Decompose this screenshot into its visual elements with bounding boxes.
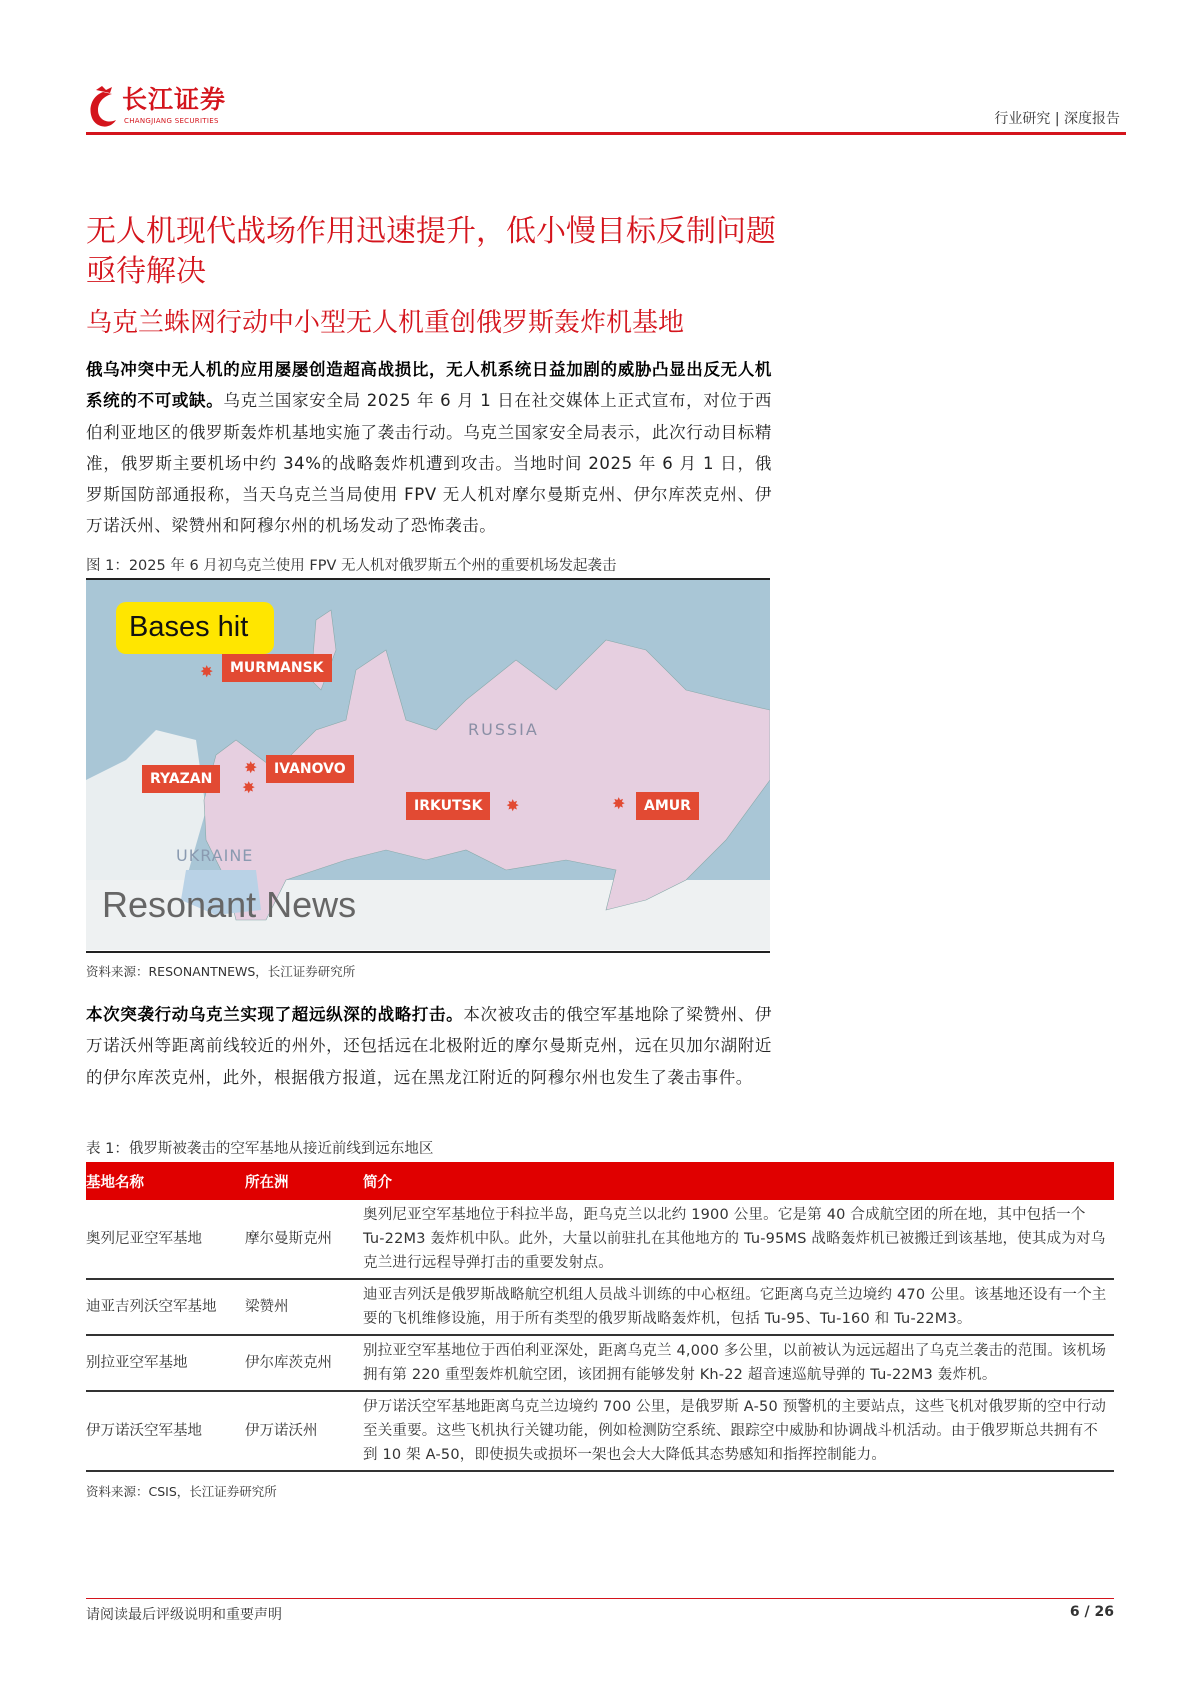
strike-marker-icon: ✸ <box>612 794 626 813</box>
table-row <box>86 1279 1114 1335</box>
table-block <box>86 1162 1114 1500</box>
watermark: Resonant News <box>102 884 357 925</box>
airbase-table <box>86 1162 1114 1472</box>
map-label-ryazan: RYAZAN <box>142 765 220 793</box>
paragraph-body: 乌克兰国家安全局 2025 年 6 月 1 日在社交媒体上正式宣布，对位于西伯利亚地区的俄罗斯轰炸机基地实施了袭击行动。乌克兰国家安全局表示，此次行动目标精准，俄罗斯主要机场中约 34%的战略轰炸机遭到攻击。当地时间 2025 年 6 月 1 日，俄罗斯国防部通报称，当天乌克兰当局使用 FPV 无人机对摩尔曼斯克州、伊尔库茨克州、伊万诺沃州、梁赞州和阿穆尔州的机场发动了恐怖袭击。 <box>86 391 772 536</box>
strike-marker-icon: ✸ <box>244 758 258 777</box>
base-name: 奥列尼亚空军基地 <box>86 1200 245 1279</box>
header-divider <box>86 132 1126 135</box>
figure-caption: 图 1：2025 年 6 月初乌克兰使用 FPV 无人机对俄罗斯五个州的重要机场发起袭击 <box>86 558 617 574</box>
base-region: 摩尔曼斯克州 <box>245 1200 363 1279</box>
col-header-region: 所在洲 <box>245 1162 363 1200</box>
col-header-name: 基地名称 <box>86 1162 245 1200</box>
footer-divider <box>86 1598 1114 1599</box>
paragraph-lead: 本次突袭行动乌克兰实现了超远纵深的战略打击。 <box>86 1005 464 1024</box>
table-row <box>86 1335 1114 1391</box>
section-subtitle: 乌克兰蛛网行动中小型无人机重创俄罗斯轰炸机基地 <box>86 308 685 338</box>
map-label-murmansk: MURMANSK <box>222 654 332 682</box>
country-label: RUSSIA <box>468 720 539 739</box>
figure-bottom-rule <box>86 951 770 953</box>
bases-hit-badge <box>116 602 274 654</box>
logo-text: 长江证券 <box>122 85 227 114</box>
ukraine-label: UKRAINE <box>176 846 254 865</box>
base-desc: 伊万诺沃空军基地距离乌克兰边境约 700 公里，是俄罗斯 A-50 预警机的主要站点，这些飞机对俄罗斯的空中行动至关重要。这些飞机执行关键功能，例如检测防空系统、跟踪空中威胁和协调战斗机活动。由于俄罗斯总共拥有不到 10 架 A-50，即使损失或损坏一架也会大大降低其态势感知和指挥控制能力。 <box>363 1391 1114 1471</box>
paragraph-body: 本次被攻击的俄空军基地除了梁赞州、伊万诺沃州等距离前线较近的州外，还包括远在北极附近的摩尔曼斯克州，远在贝加尔湖附近的伊尔库茨克州，此外，根据俄方报道，远在黑龙江附近的阿穆尔州也发生了袭击事件。 <box>86 1005 772 1087</box>
map-label-amur: AMUR <box>636 792 699 820</box>
base-region: 伊尔库茨克州 <box>245 1335 363 1391</box>
base-name: 迪亚吉列沃空军基地 <box>86 1279 245 1335</box>
base-region: 梁赞州 <box>245 1279 363 1335</box>
map-figure <box>86 580 770 950</box>
strike-marker-icon: ✸ <box>506 796 520 815</box>
strike-marker-icon: ✸ <box>242 778 256 797</box>
col-header-desc: 简介 <box>363 1162 1114 1200</box>
table-source: 资料来源：CSIS，长江证券研究所 <box>86 1484 277 1499</box>
table-caption: 表 1：俄罗斯被袭击的空军基地从接近前线到远东地区 <box>86 1141 434 1157</box>
figure-source: 资料来源：RESONANTNEWS，长江证券研究所 <box>86 964 356 979</box>
paragraph-strike <box>86 999 772 1093</box>
badge-text: Bases hit <box>129 611 249 643</box>
footer-disclaimer: 请阅读最后评级说明和重要声明 <box>86 1607 282 1623</box>
base-name: 伊万诺沃空军基地 <box>86 1391 245 1471</box>
map-label-irkutsk: IRKUTSK <box>406 792 490 820</box>
table-row <box>86 1391 1114 1471</box>
map-label-ivanovo: IVANOVO <box>266 755 354 783</box>
base-desc: 别拉亚空军基地位于西伯利亚深处，距离乌克兰 4,000 多公里，以前被认为远远超出了乌克兰袭击的范围。该机场拥有第 220 重型轰炸机航空团，该团拥有能够发射 Kh-22 超音速巡航导弹的 Tu-22M3 轰炸机。 <box>363 1335 1114 1391</box>
base-name: 别拉亚空军基地 <box>86 1335 245 1391</box>
paragraph-lead: 俄乌冲突中无人机的应用屡屡创造超高战损比，无人机系统日益加剧的威胁凸显出反无人机系统的不可或缺。 <box>86 360 772 411</box>
paragraph-intro <box>86 354 772 542</box>
table-header-row <box>86 1162 1114 1200</box>
base-desc: 奥列尼亚空军基地位于科拉半岛，距乌克兰以北约 1900 公里。它是第 40 合成航空团的所在地，其中包括一个 Tu-22M3 轰炸机中队。此外，大量以前驻扎在其他地方的 Tu-95MS 战略轰炸机已被搬迁到该基地，使其成为对乌克兰进行远程导弹打击的重要发射点。 <box>363 1200 1114 1279</box>
report-category: 行业研究 | 深度报告 <box>994 111 1120 127</box>
base-region: 伊万诺沃州 <box>245 1391 363 1471</box>
table-row <box>86 1200 1114 1279</box>
logo-subtext: CHANGJIANG SECURITIES <box>124 117 219 125</box>
company-logo <box>86 86 256 130</box>
strike-marker-icon: ✸ <box>200 662 214 681</box>
logo-emblem-icon <box>86 86 120 130</box>
base-desc: 迪亚吉列沃是俄罗斯战略航空机组人员战斗训练的中心枢纽。它距离乌克兰边境约 470 公里。该基地还设有一个主要的飞机维修设施，用于所有类型的俄罗斯战略轰炸机，包括 Tu-95、Tu-160 和 Tu-22M3。 <box>363 1279 1114 1335</box>
page-number: 6 / 26 <box>1069 1604 1114 1620</box>
section-title: 无人机现代战场作用迅速提升，低小慢目标反制问题亟待解决 <box>86 214 776 289</box>
